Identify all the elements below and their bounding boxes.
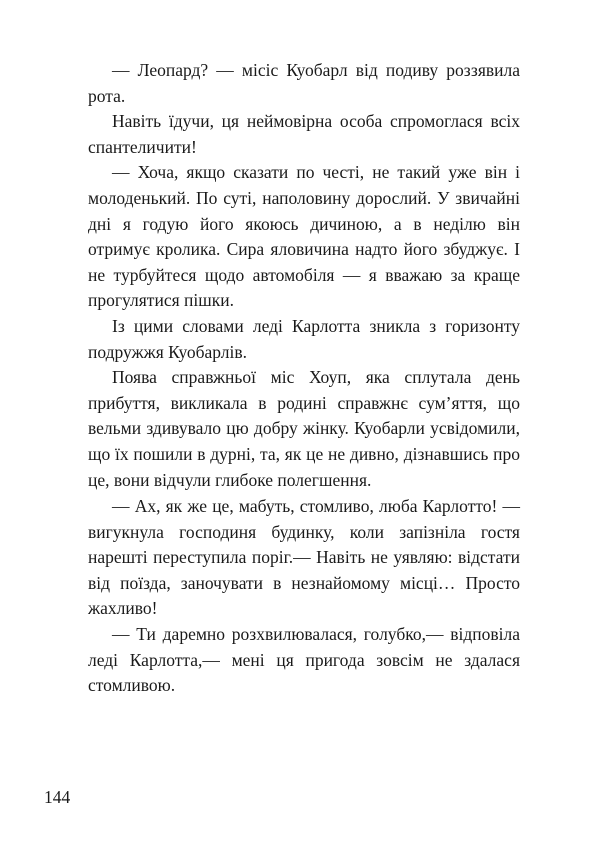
paragraph: Навіть їдучи, ця неймовірна особа спромоглася всіх спантеличити! <box>88 111 520 157</box>
text-section-1 <box>88 58 520 493</box>
text-section-2 <box>88 494 520 699</box>
paragraph: — Ах, як же це, мабуть, стомливо, люба Карлотто! — вигукнула господиня будинку, коли запізніла гостя нарешті переступила поріг.— Навіть не уявляю: відстати від поїзда, заночувати в незнайомому місці… Просто жахливо! <box>88 496 520 619</box>
paragraph: Із цими словами леді Карлотта зникла з горизонту подружжя Куобарлів. <box>88 315 520 362</box>
paragraph: — Леопард? — місіс Куобарл від подиву роззявила рота. <box>88 60 520 106</box>
paragraph: — Ти даремно розхвилювалася, голубко,— відповіла леді Карлотта,— мені ця пригода зовсім не здалася стомливою. <box>88 623 520 696</box>
paragraph: — Хоча, якщо сказати по честі, не такий уже він і молоденький. По суті, наполовину дорослий. У звичайні дні я годую його якоюсь дичиною, а в неділю він отримує кролика. Сира яловичина надто його збуджує. І не турбуйтеся щодо автомобіля — я вважаю за краще прогулятися пішки. <box>88 162 520 311</box>
page-number: 144 <box>44 787 71 807</box>
paragraph: Поява справжньої міс Хоуп, яка сплутала день прибуття, викликала в родині справжнє сум’яття, що вельми здивувало цю добру жінку. Куобарли усвідомили, що їх пошили в дурні, та, як це не дивно, дізнавшись про це, вони відчули глибоке полегшення. <box>88 367 520 490</box>
